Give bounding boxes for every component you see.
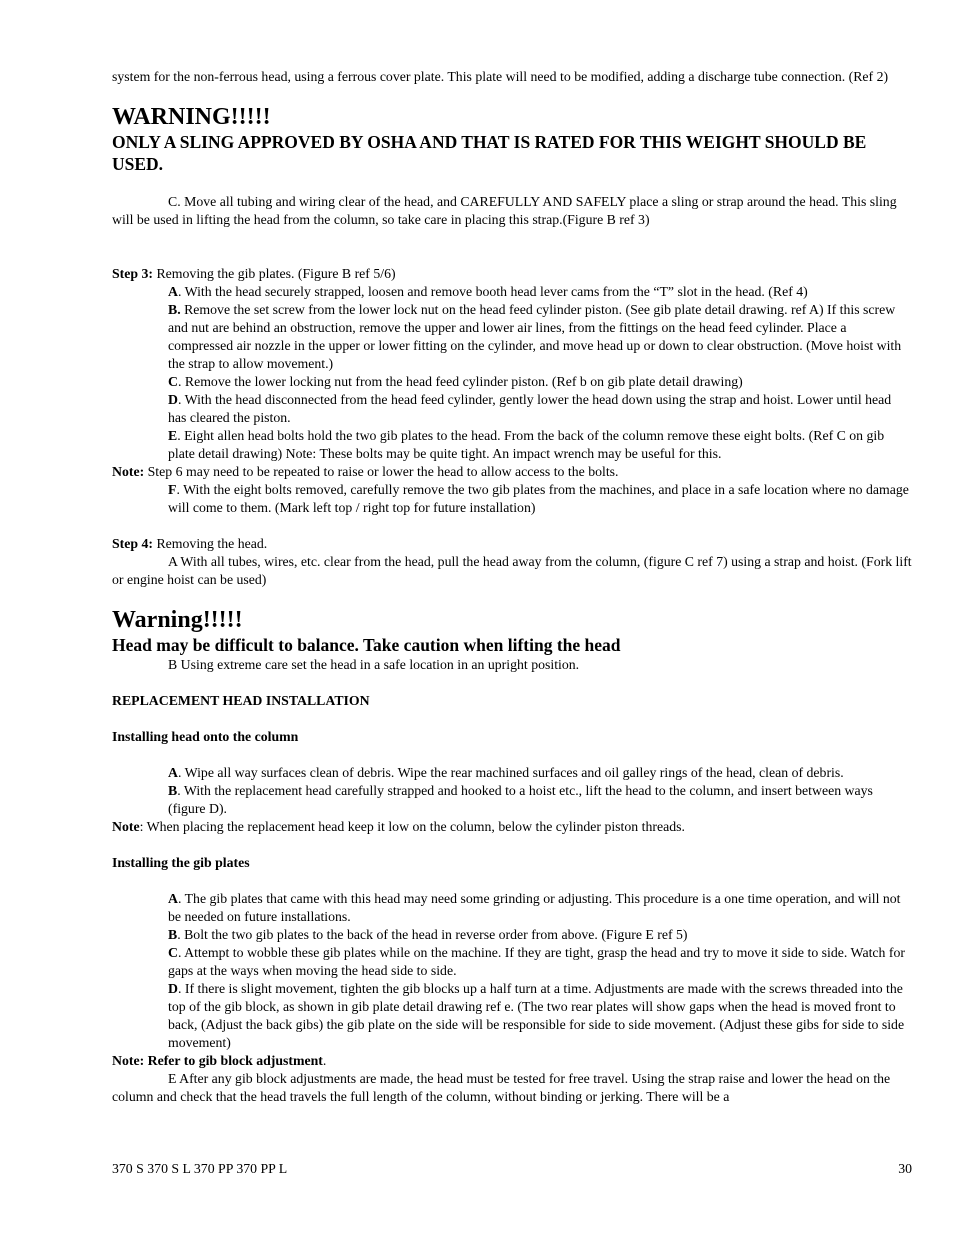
footer-models: 370 S 370 S L 370 PP 370 PP L [112, 1161, 288, 1176]
item-key: A [168, 891, 178, 906]
installing-head-heading: Installing head onto the column [112, 729, 299, 744]
item-key: C [168, 374, 178, 389]
item-text: . With the head securely strapped, loosen and remove booth head lever cams from the “T” slot in the head. (Ref 4) [177, 284, 808, 299]
step4-paragraph: A With all tubes, wires, etc. clear from the head, pull the head away from the column, (figure C ref 7) using a strap and hoist. (Fork lift or engine hoist can be used) [112, 554, 912, 587]
item-key: E [168, 428, 178, 443]
warning2-title: Warning!!!!! [112, 607, 243, 633]
installing-gib-heading: Installing the gib plates [112, 855, 250, 870]
item-key: A [168, 284, 178, 299]
installing-head-item-a [168, 764, 912, 782]
note-text: . [322, 1053, 327, 1068]
note-label: Note [112, 819, 140, 834]
item-text: . Eight allen head bolts hold the two gib plates to the head. From the back of the column remove these eight bolts. (Ref C on gib plate detail drawing) Note: These bolts may be quite tight. An impact wrench may be useful for this. [168, 428, 885, 461]
installing-gib-item-c [168, 944, 912, 980]
step3-item-f [168, 481, 912, 517]
step3-note [112, 463, 912, 481]
step4-label: Step 4: [112, 536, 154, 551]
step3-item-c [168, 373, 912, 391]
step3-item-a [168, 283, 912, 301]
installing-gib-note [112, 1052, 912, 1070]
installing-head-item-b [168, 782, 912, 818]
item-text: . If there is slight movement, tighten the gib blocks up a half turn at a time. Adjustments are made with the screws threaded into the top of the gib block, as shown in gib plate detail drawing ref e. (The two rear plates will show gaps when the head is moved front to back, (Adjust the back gibs) the gib plate on the side will be responsible for side to side movement. (Adjust these gibs for side to side movement) [168, 981, 905, 1050]
step4-heading [112, 535, 912, 553]
installing-gib-item-b [168, 926, 912, 944]
item-text: . With the head disconnected from the head feed cylinder, gently lower the head down using the strap and hoist. Lower until head has cleared the piston. [168, 392, 892, 425]
item-text: . The gib plates that came with this head may need some grinding or adjusting. This procedure is a one time operation, and will not be needed on future installations. [168, 891, 901, 924]
step3-item-d [168, 391, 912, 427]
item-text: . Wipe all way surfaces clean of debris. Wipe the rear machined surfaces and oil galley rings of the head, clean of debris. [177, 765, 844, 780]
item-text: . With the eight bolts removed, carefully remove the two gib plates from the machines, and place in a safe location where no damage will come to them. (Mark left top / right top for future installation) [168, 482, 909, 515]
item-key: B [168, 927, 178, 942]
step3-label: Step 3: [112, 266, 154, 281]
item-key: B [168, 783, 178, 798]
step3-title: Removing the gib plates. (Figure B ref 5/6) [153, 266, 396, 281]
document-page [112, 68, 912, 1106]
item-key: D [168, 981, 178, 996]
note-label: Note: Refer to gib block adjustment [112, 1053, 323, 1068]
note-text: Step 6 may need to be repeated to raise or lower the head to allow access to the bolts. [144, 464, 619, 479]
installing-gib-item-d [168, 980, 912, 1052]
page-number: 30 [898, 1161, 912, 1176]
warning2-text: Head may be difficult to balance. Take caution when lifting the head [112, 635, 621, 655]
item-text: . Bolt the two gib plates to the back of the head in reverse order from above. (Figure E ref 5) [177, 927, 688, 942]
page-footer [112, 1160, 912, 1178]
step-c-paragraph: C. Move all tubing and wiring clear of the head, and CAREFULLY AND SAFELY place a sling or strap around the head. This sling will be used in lifting the head from the column, so take care in placing this strap.(Figure B ref 3) [112, 194, 897, 227]
step4-title: Removing the head. [153, 536, 268, 551]
replacement-heading: REPLACEMENT HEAD INSTALLATION [112, 693, 370, 708]
item-key: A [168, 765, 178, 780]
installing-gib-final-paragraph: E After any gib block adjustments are made, the head must be tested for free travel. Using the strap raise and lower the head on the column and check that the head travels the full length of the column, without binding or jerking. There will be a [112, 1071, 891, 1104]
note-label: Note: [112, 464, 145, 479]
item-text: . Attempt to wobble these gib plates while on the machine. If they are tight, grasp the head and try to move it side to side. Watch for gaps at the ways when moving the head side to side. [168, 945, 905, 978]
step3-heading [112, 265, 912, 283]
step3-item-e [168, 427, 912, 463]
item-key: C [168, 945, 178, 960]
item-key: B. [168, 302, 181, 317]
installing-head-note [112, 818, 912, 836]
intro-paragraph: system for the non-ferrous head, using a ferrous cover plate. This plate will need to be modified, adding a discharge tube connection. (Ref 2) [112, 69, 889, 84]
warning-title: WARNING!!!!! [112, 104, 271, 130]
installing-gib-item-a [168, 890, 912, 926]
item-key: D [168, 392, 178, 407]
item-text: . Remove the lower locking nut from the head feed cylinder piston. (Ref b on gib plate detail drawing) [177, 374, 743, 389]
step3-item-b [168, 301, 912, 373]
item-text: Remove the set screw from the lower lock nut on the head feed cylinder piston. (See gib plate detail drawing. ref A) If this screw and nut are behind an obstruction, remove the upper and lower air lines, from the fittings on the head feed cylinder. Place a compressed air nozzle in the upper or lower fitting on the cylinder, and move head up or down to clear obstruction. (Move hoist with the strap to allow movement.) [168, 302, 902, 371]
warning-text: ONLY A SLING APPROVED BY OSHA AND THAT IS RATED FOR THIS WEIGHT SHOULD BE USED. [112, 132, 867, 174]
item-text: . With the replacement head carefully strapped and hooked to a hoist etc., lift the head to the column, and insert between ways (figure D). [168, 783, 873, 816]
note-text: : When placing the replacement head keep it low on the column, below the cylinder piston threads. [139, 819, 685, 834]
warning2-after: B Using extreme care set the head in a safe location in an upright position. [168, 657, 580, 672]
item-key: F [168, 482, 177, 497]
